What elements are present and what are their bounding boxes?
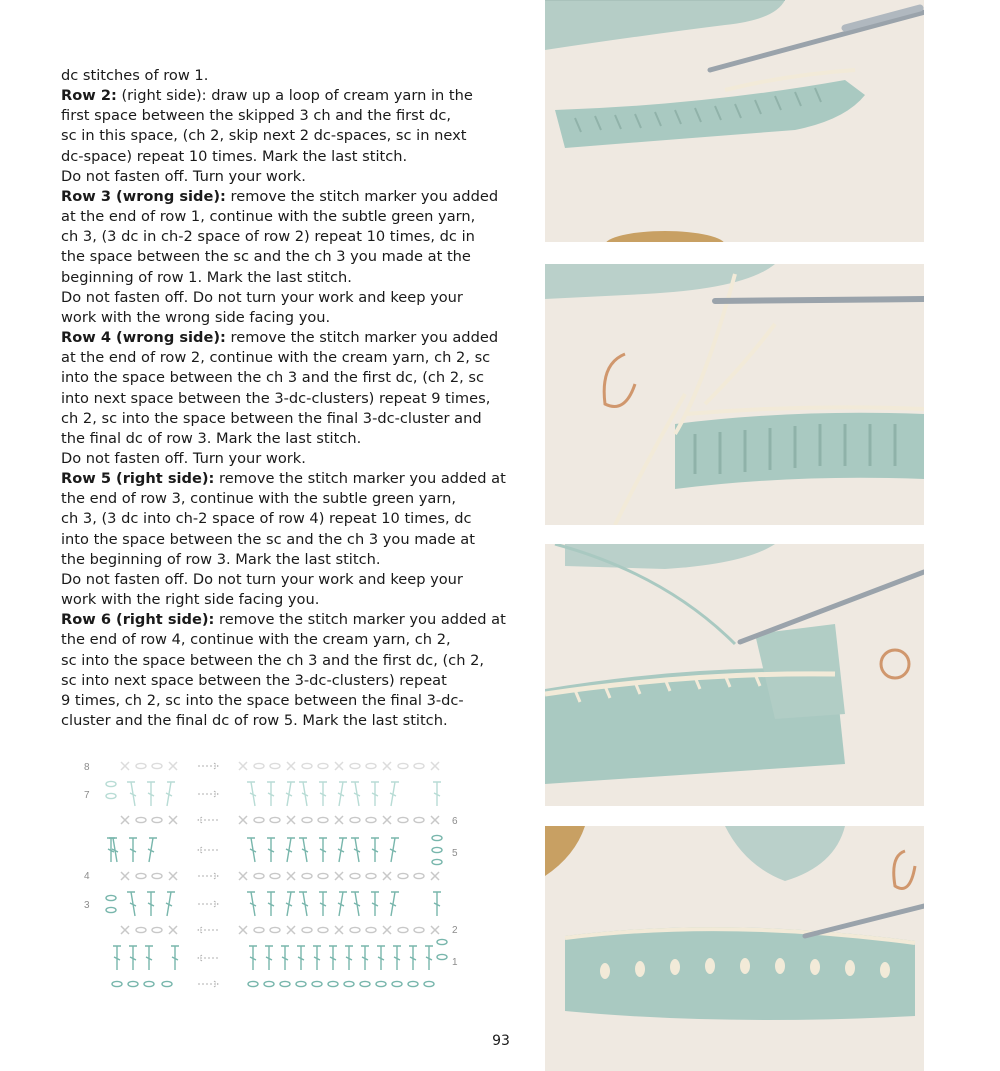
row-heading: Row 5 (right side): — [61, 470, 215, 488]
double-crochet-mark — [313, 946, 321, 970]
instruction-line: at the end of row 1, continue with the subtle green yarn, — [61, 208, 476, 226]
instructions-text — [61, 66, 511, 731]
chain-stitch-mark — [414, 817, 424, 822]
chain-stitch-mark — [398, 927, 408, 932]
chain-stitch-mark — [366, 817, 376, 822]
instruction-line: at the end of row 2, continue with the cream yarn, ch 2, sc — [61, 349, 491, 367]
double-crochet-mark — [319, 838, 327, 862]
photo-row-3 — [545, 264, 924, 525]
chain-stitch-mark — [296, 981, 306, 986]
single-crochet-mark — [121, 816, 129, 824]
chain-stitch-mark — [106, 781, 116, 786]
chain-stitch-mark — [106, 895, 116, 900]
chain-stitch-mark — [152, 763, 162, 768]
instruction-line: sc into the space between the ch 3 and the first dc, (ch 2, — [61, 651, 485, 669]
chain-stitch-mark — [408, 981, 418, 986]
chain-stitch-mark — [437, 954, 447, 959]
instruction-line: the end of row 3, continue with the subtle green yarn, — [61, 490, 456, 508]
double-crochet-mark — [351, 782, 360, 806]
instruction-line: Row 2: (right side): draw up a loop of cream yarn in the — [61, 87, 473, 105]
chain-stitch-mark — [136, 763, 146, 768]
single-crochet-mark — [239, 816, 247, 824]
direction-arrow — [198, 873, 218, 879]
chain-stitch-mark — [302, 817, 312, 822]
chain-stitch-mark — [162, 981, 172, 986]
chain-stitch-mark — [106, 907, 116, 912]
chain-stitch-mark — [136, 927, 146, 932]
row-number: 7 — [84, 790, 90, 801]
chain-stitch-mark — [136, 873, 146, 878]
single-crochet-mark — [287, 816, 295, 824]
single-crochet-mark — [287, 926, 295, 934]
double-crochet-mark — [286, 838, 295, 862]
chain-stitch-mark — [128, 981, 138, 986]
chain-stitch-mark — [392, 981, 402, 986]
instruction-line: Row 4 (wrong side): remove the stitch marker you added — [61, 329, 499, 347]
single-crochet-mark — [383, 762, 391, 770]
double-crochet-mark — [281, 946, 289, 970]
double-crochet-mark — [351, 838, 360, 862]
double-crochet-mark — [319, 892, 327, 916]
chain-stitch-mark — [152, 927, 162, 932]
chain-stitch-mark — [432, 847, 442, 852]
chain-stitch-mark — [270, 763, 280, 768]
chain-stitch-mark — [302, 763, 312, 768]
instruction-line: 9 times, ch 2, sc into the space between the final 3-dc- — [61, 691, 464, 709]
double-crochet-mark — [371, 838, 379, 862]
chain-stitch-mark — [312, 981, 322, 986]
chain-stitch-mark — [350, 873, 360, 878]
double-crochet-mark — [351, 892, 360, 916]
single-crochet-mark — [335, 816, 343, 824]
instruction-line: into the space between the sc and the ch 3 you made at — [61, 530, 475, 548]
chain-stitch-mark — [248, 981, 258, 986]
chain-stitch-mark — [254, 763, 264, 768]
double-crochet-mark — [299, 838, 308, 862]
row-number: 5 — [452, 848, 458, 859]
double-crochet-mark — [345, 946, 353, 970]
single-crochet-mark — [121, 762, 129, 770]
photo-row-5 — [545, 544, 924, 806]
instruction-line: work with the right side facing you. — [61, 591, 320, 609]
chain-stitch-mark — [350, 763, 360, 768]
chain-stitch-mark — [414, 763, 424, 768]
row-heading: Row 6 (right side): — [61, 611, 215, 629]
direction-arrow — [198, 763, 218, 769]
double-crochet-mark — [148, 838, 157, 862]
chain-stitch-mark — [398, 817, 408, 822]
chain-stitch-mark — [302, 873, 312, 878]
double-crochet-mark — [127, 782, 136, 806]
single-crochet-mark — [121, 872, 129, 880]
double-crochet-mark — [129, 946, 137, 970]
chain-stitch-mark — [254, 817, 264, 822]
chain-stitch-mark — [437, 939, 447, 944]
chain-stitch-mark — [318, 927, 328, 932]
double-crochet-mark — [409, 946, 417, 970]
chain-stitch-mark — [414, 927, 424, 932]
double-crochet-mark — [338, 782, 347, 806]
double-crochet-mark — [390, 892, 399, 916]
row-number: 2 — [452, 925, 458, 936]
chain-stitch-mark — [398, 873, 408, 878]
row-heading: Row 2: — [61, 87, 117, 105]
single-crochet-mark — [121, 926, 129, 934]
instruction-line: dc-space) repeat 10 times. Mark the last stitch. — [61, 147, 408, 165]
double-crochet-mark — [425, 946, 433, 970]
page-number: 93 — [492, 1033, 510, 1049]
double-crochet-mark — [299, 782, 308, 806]
instruction-line: dc stitches of row 1. — [61, 67, 209, 84]
double-crochet-mark — [113, 946, 121, 970]
double-crochet-mark — [390, 838, 399, 862]
chain-stitch-mark — [424, 981, 434, 986]
double-crochet-mark — [247, 782, 256, 806]
chain-stitch-mark — [414, 873, 424, 878]
chain-stitch-mark — [366, 927, 376, 932]
single-crochet-mark — [169, 762, 177, 770]
instruction-line: into the space between the ch 3 and the first dc, (ch 2, sc — [61, 369, 485, 387]
single-crochet-mark — [335, 872, 343, 880]
double-crochet-mark — [127, 892, 136, 916]
double-crochet-mark — [166, 892, 175, 916]
row-number: 6 — [452, 816, 458, 827]
single-crochet-mark — [383, 872, 391, 880]
single-crochet-mark — [169, 926, 177, 934]
chain-stitch-mark — [432, 859, 442, 864]
single-crochet-mark — [239, 872, 247, 880]
chain-stitch-mark — [254, 873, 264, 878]
single-crochet-mark — [239, 926, 247, 934]
instruction-line: Do not fasten off. Do not turn your work and keep your — [61, 288, 463, 306]
chain-stitch-mark — [302, 927, 312, 932]
row-number: 8 — [84, 762, 90, 773]
single-crochet-mark — [335, 762, 343, 770]
double-crochet-mark — [338, 892, 347, 916]
chain-stitch-mark — [432, 835, 442, 840]
row-heading: Row 4 (wrong side): — [61, 329, 226, 347]
chain-stitch-mark — [398, 763, 408, 768]
single-crochet-mark — [431, 762, 439, 770]
direction-arrow — [198, 981, 218, 987]
row-number: 1 — [452, 957, 458, 968]
double-crochet-mark — [338, 838, 347, 862]
chain-stitch-mark — [350, 927, 360, 932]
double-crochet-mark — [286, 782, 295, 806]
chain-stitch-mark — [350, 817, 360, 822]
row-number: 3 — [84, 900, 90, 911]
chain-stitch-mark — [152, 817, 162, 822]
instruction-line: ch 2, sc into the space between the final 3-dc-cluster and — [61, 409, 482, 427]
instruction-line: Do not fasten off. Turn your work. — [61, 449, 306, 467]
single-crochet-mark — [169, 872, 177, 880]
instruction-line: cluster and the final dc of row 5. Mark the last stitch. — [61, 712, 448, 729]
row-heading: Row 3 (wrong side): — [61, 187, 226, 205]
double-crochet-mark — [390, 782, 399, 806]
single-crochet-mark — [239, 762, 247, 770]
double-crochet-mark — [377, 946, 385, 970]
double-crochet-mark — [433, 892, 441, 916]
instruction-line: Do not fasten off. Turn your work. — [61, 167, 306, 185]
single-crochet-mark — [383, 926, 391, 934]
chain-stitch-mark — [376, 981, 386, 986]
direction-arrow — [198, 927, 218, 933]
chain-stitch-mark — [270, 927, 280, 932]
chain-stitch-mark — [270, 817, 280, 822]
double-crochet-mark — [393, 946, 401, 970]
direction-arrow — [198, 955, 218, 961]
chain-stitch-mark — [328, 981, 338, 986]
instruction-line: Row 6 (right side): remove the stitch marker you added at — [61, 611, 506, 629]
chain-stitch-mark — [318, 873, 328, 878]
double-crochet-mark — [371, 782, 379, 806]
double-crochet-mark — [171, 946, 179, 970]
chain-stitch-mark — [136, 817, 146, 822]
instruction-line: the final dc of row 3. Mark the last stitch. — [61, 429, 362, 447]
single-crochet-mark — [431, 816, 439, 824]
single-crochet-mark — [383, 816, 391, 824]
instruction-line: Row 5 (right side): remove the stitch marker you added at — [61, 470, 506, 488]
double-crochet-mark — [267, 782, 275, 806]
double-crochet-mark — [319, 782, 327, 806]
chain-stitch-mark — [366, 873, 376, 878]
double-crochet-mark — [247, 838, 256, 862]
single-crochet-mark — [431, 926, 439, 934]
double-crochet-mark — [433, 782, 441, 806]
instruction-line: the end of row 4, continue with the cream yarn, ch 2, — [61, 631, 451, 649]
chain-stitch-mark — [106, 793, 116, 798]
instruction-line: beginning of row 1. Mark the last stitch. — [61, 268, 352, 286]
chain-stitch-mark — [112, 981, 122, 986]
chain-stitch-mark — [254, 927, 264, 932]
instruction-line: ch 3, (3 dc into ch-2 space of row 4) repeat 10 times, dc — [61, 510, 472, 528]
direction-arrow — [198, 901, 218, 907]
photo-row-6 — [545, 826, 924, 1071]
double-crochet-mark — [267, 838, 275, 862]
instruction-line: into next space between the 3-dc-clusters) repeat 9 times, — [61, 389, 491, 407]
direction-arrow — [198, 847, 218, 853]
instruction-line: sc in this space, (ch 2, skip next 2 dc-spaces, sc in next — [61, 127, 467, 145]
instruction-line: the beginning of row 3. Mark the last stitch. — [61, 550, 381, 568]
instruction-line: sc into next space between the 3-dc-clusters) repeat — [61, 671, 447, 689]
double-crochet-mark — [247, 892, 256, 916]
double-crochet-mark — [329, 946, 337, 970]
double-crochet-mark — [297, 946, 305, 970]
single-crochet-mark — [431, 872, 439, 880]
row-number: 4 — [84, 871, 90, 882]
chain-stitch-mark — [318, 817, 328, 822]
single-crochet-mark — [335, 926, 343, 934]
single-crochet-mark — [287, 872, 295, 880]
instruction-line: Do not fasten off. Do not turn your work and keep your — [61, 570, 463, 588]
chain-stitch-mark — [366, 763, 376, 768]
double-crochet-mark — [145, 946, 153, 970]
double-crochet-mark — [299, 892, 308, 916]
chain-stitch-mark — [280, 981, 290, 986]
double-crochet-mark — [267, 892, 275, 916]
double-crochet-mark — [147, 892, 155, 916]
instruction-line: ch 3, (3 dc in ch-2 space of row 2) repeat 10 times, dc in — [61, 228, 475, 246]
direction-arrow — [198, 817, 218, 823]
double-crochet-mark — [166, 782, 175, 806]
single-crochet-mark — [169, 816, 177, 824]
instruction-line: Row 3 (wrong side): remove the stitch marker you added — [61, 187, 499, 205]
instruction-line: the space between the sc and the ch 3 you made at the — [61, 248, 471, 266]
chain-stitch-mark — [360, 981, 370, 986]
double-crochet-mark — [371, 892, 379, 916]
double-crochet-mark — [286, 892, 295, 916]
double-crochet-mark — [147, 782, 155, 806]
instruction-line: first space between the skipped 3 ch and the first dc, — [61, 107, 452, 125]
chain-stitch-mark — [270, 873, 280, 878]
stitch-chart — [75, 752, 475, 1002]
chain-stitch-mark — [264, 981, 274, 986]
direction-arrow — [198, 791, 218, 797]
single-crochet-mark — [287, 762, 295, 770]
double-crochet-mark — [265, 946, 273, 970]
double-crochet-mark — [361, 946, 369, 970]
double-crochet-mark — [129, 838, 137, 862]
photo-row-2 — [545, 0, 924, 242]
chain-stitch-mark — [344, 981, 354, 986]
double-crochet-mark — [249, 946, 257, 970]
chain-stitch-mark — [152, 873, 162, 878]
chain-stitch-mark — [144, 981, 154, 986]
chain-stitch-mark — [318, 763, 328, 768]
instruction-line: work with the wrong side facing you. — [61, 308, 331, 326]
